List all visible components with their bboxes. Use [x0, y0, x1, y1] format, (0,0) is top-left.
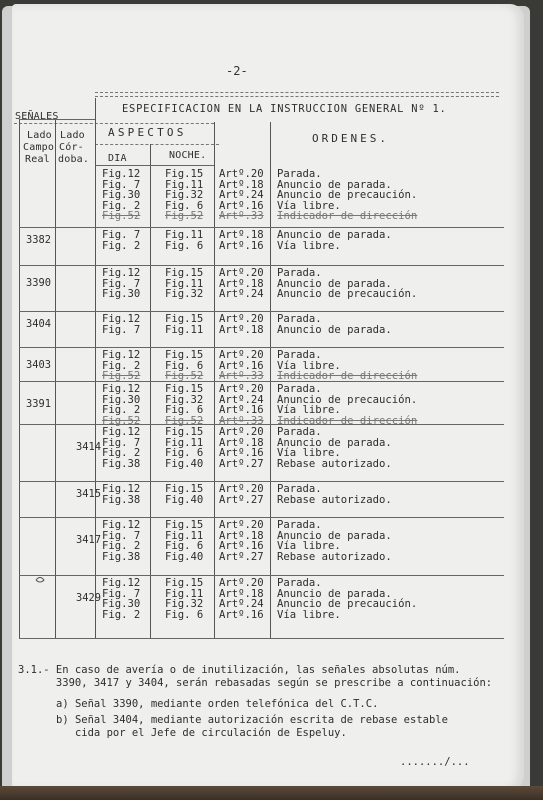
order-text: Parada.	[277, 577, 322, 589]
aspect-day: Fig.30	[102, 288, 141, 301]
article-ref: Artº.18	[219, 529, 264, 542]
table-column-line	[214, 122, 215, 638]
article-ref: Artº.24	[219, 598, 264, 611]
header-campo-real-2: Campo	[23, 142, 55, 153]
aspect-day: Fig.12	[102, 349, 141, 361]
article-ref: Artº.16	[219, 447, 264, 460]
article-ref: Artº.24	[219, 393, 264, 406]
aspect-night: Fig. 6	[165, 199, 204, 212]
article-ref: Artº.33	[219, 414, 264, 427]
signal-number-campo-real: 3382	[26, 233, 52, 246]
article-ref: Artº.16	[219, 359, 264, 372]
note-item-b-line-2: cida por el Jefe de circulación de Espeluy.	[56, 727, 347, 739]
article-ref: Artº.16	[219, 608, 264, 621]
aspect-night: Fig.15	[165, 577, 204, 589]
table-column-line	[270, 122, 271, 638]
aspect-night: Fig.11	[165, 436, 204, 449]
aspect-day: Fig. 2	[102, 239, 141, 252]
table-row-divider	[19, 265, 504, 266]
header-cordoba-1: Lado	[60, 130, 85, 141]
order-text: Vía libre.	[277, 404, 341, 417]
order-text: Rebase autorizado.	[277, 550, 392, 563]
table-row-divider	[19, 575, 504, 576]
header-cordoba-3: doba.	[58, 154, 90, 165]
order-text: Parada.	[277, 483, 322, 495]
article-ref: Artº.20	[219, 349, 264, 361]
aspect-night: Fig.11	[165, 529, 204, 542]
signal-number-campo-real: 3390	[26, 276, 52, 289]
aspect-night: Fig. 6	[165, 404, 204, 417]
aspect-day: Fig.38	[102, 550, 141, 563]
order-text: Rebase autorizado.	[277, 457, 392, 470]
header-senales: SEÑALES	[15, 111, 59, 122]
aspect-day: Fig. 7	[102, 277, 141, 290]
aspect-day: Fig.30	[102, 189, 141, 202]
article-ref: Artº.20	[219, 267, 264, 279]
order-text: Vía libre.	[277, 239, 341, 252]
article-ref: Artº.18	[219, 178, 264, 191]
aspect-day: Fig.52	[102, 210, 141, 223]
article-ref: Artº.18	[219, 587, 264, 600]
aspect-day: Fig.12	[102, 168, 141, 180]
table-row-divider	[19, 424, 504, 425]
order-text: Parada.	[277, 349, 322, 361]
aspect-night: Fig.15	[165, 483, 204, 495]
aspect-day: Fig.12	[102, 519, 141, 531]
order-text: Parada.	[277, 426, 322, 438]
order-text: Vía libre.	[277, 447, 341, 460]
article-ref: Artº.18	[219, 436, 264, 449]
aspect-day: Fig. 2	[102, 359, 141, 372]
aspect-night: Fig.52	[165, 210, 204, 223]
header-campo-real-1: Lado	[27, 130, 52, 141]
article-ref: Artº.16	[219, 239, 264, 252]
table-column-line	[55, 119, 56, 638]
aspect-night: Fig.40	[165, 493, 204, 506]
aspect-day: Fig. 2	[102, 404, 141, 417]
article-ref: Artº.20	[219, 519, 264, 531]
aspect-day: Fig. 7	[102, 323, 141, 336]
article-ref: Artº.27	[219, 550, 264, 563]
article-ref: Artº.33	[219, 210, 264, 223]
article-ref: Artº.16	[219, 199, 264, 212]
header-cordoba-2: Cór-	[59, 142, 84, 153]
aspect-night: Fig.15	[165, 519, 204, 531]
signal-number-campo-real: 3391	[26, 398, 52, 411]
signal-number-cordoba: 3429	[76, 592, 102, 605]
order-text: Indicador de dirección	[277, 414, 418, 427]
aspect-day: Fig. 7	[102, 178, 141, 191]
header-dia: DIA	[108, 153, 127, 164]
table-row-divider	[19, 481, 504, 482]
note-item-a: a) Señal 3390, mediante orden telefónica del C.T.C.	[56, 698, 379, 710]
aspect-night: Fig.15	[165, 383, 204, 395]
header-campo-real-3: Real	[25, 154, 50, 165]
order-text: Indicador de dirección	[277, 210, 418, 223]
article-ref: Artº.20	[219, 383, 264, 395]
header-dash-line	[14, 123, 214, 124]
article-ref: Artº.16	[219, 404, 264, 417]
signal-number-cordoba: 3414	[76, 441, 102, 454]
aspect-day: Fig.38	[102, 493, 141, 506]
aspect-night: Fig.11	[165, 587, 204, 600]
aspect-night: Fig.52	[165, 414, 204, 427]
aspect-night: Fig.52	[165, 370, 204, 383]
order-text: Anuncio de parada.	[277, 323, 392, 336]
order-text: Anuncio de precaución.	[277, 288, 418, 301]
header-dash-line	[95, 96, 499, 97]
table-row-divider	[19, 347, 504, 348]
aspect-day: Fig. 2	[102, 199, 141, 212]
signal-number-cordoba: 3417	[76, 534, 102, 547]
order-text: Vía libre.	[277, 359, 341, 372]
note-line-1: 3.1.- En caso de avería o de inutilización, las señales absolutas núm.	[18, 664, 461, 676]
table-column-line	[150, 144, 151, 638]
table-header-rule	[95, 165, 214, 166]
continuation-mark: ......./...	[400, 756, 470, 768]
article-ref: Artº.33	[219, 370, 264, 383]
order-text: Parada.	[277, 519, 322, 531]
aspect-night: Fig.15	[165, 168, 204, 180]
aspect-day: Fig. 2	[102, 447, 141, 460]
order-text: Anuncio de parada.	[277, 229, 392, 241]
aspect-night: Fig.15	[165, 349, 204, 361]
aspect-night: Fig.40	[165, 457, 204, 470]
aspect-night: Fig.11	[165, 277, 204, 290]
aspect-day: Fig. 7	[102, 229, 141, 241]
order-text: Vía libre.	[277, 199, 341, 212]
article-ref: Artº.20	[219, 577, 264, 589]
aspect-day: Fig. 7	[102, 587, 141, 600]
aspect-night: Fig. 6	[165, 359, 204, 372]
aspect-night: Fig.11	[165, 178, 204, 191]
signal-number-campo-real: 3404	[26, 317, 52, 330]
aspect-night: Fig.32	[165, 288, 204, 301]
aspect-night: Fig. 6	[165, 239, 204, 252]
table-row-divider	[19, 381, 504, 382]
table-column-line	[19, 119, 20, 638]
aspect-day: Fig. 7	[102, 529, 141, 542]
aspect-day: Fig.52	[102, 370, 141, 383]
aspect-night: Fig.11	[165, 229, 204, 241]
article-ref: Artº.24	[219, 288, 264, 301]
table-bottom-rule	[19, 638, 504, 639]
article-ref: Artº.18	[219, 229, 264, 241]
aspect-night: Fig.40	[165, 550, 204, 563]
order-text: Parada.	[277, 267, 322, 279]
signal-number-campo-real: 3403	[26, 358, 52, 371]
order-text: Anuncio de precaución.	[277, 598, 418, 611]
order-text: Indicador de dirección	[277, 370, 418, 383]
aspect-night: Fig.11	[165, 323, 204, 336]
aspect-night: Fig. 6	[165, 540, 204, 553]
aspect-day: Fig.12	[102, 313, 141, 325]
table-row-divider	[19, 517, 504, 518]
note-line-2: 3390, 3417 y 3404, serán rebasadas según se prescribe a continuación:	[18, 677, 493, 689]
header-dash-line	[95, 92, 499, 93]
signal-number-cordoba: 3415	[76, 487, 102, 500]
note-item-b-line-1: b) Señal 3404, mediante autorización escrita de rebase estable	[56, 714, 448, 726]
order-text: Anuncio de parada.	[277, 277, 392, 290]
page-number: -2-	[226, 64, 248, 78]
order-text: Anuncio de parada.	[277, 178, 392, 191]
aspect-day: Fig.30	[102, 393, 141, 406]
article-ref: Artº.20	[219, 426, 264, 438]
aspect-night: Fig. 6	[165, 608, 204, 621]
aspect-day: Fig.12	[102, 383, 141, 395]
order-text: Parada.	[277, 383, 322, 395]
header-ordenes: ORDENES.	[312, 132, 389, 145]
table-title: ESPECIFICACION EN LA INSTRUCCION GENERAL Nº 1.	[122, 103, 447, 115]
article-ref: Artº.20	[219, 313, 264, 325]
order-text: Vía libre.	[277, 608, 341, 621]
aspect-night: Fig.32	[165, 393, 204, 406]
aspect-night: Fig. 6	[165, 447, 204, 460]
aspect-day: Fig.38	[102, 457, 141, 470]
aspect-night: Fig.15	[165, 313, 204, 325]
order-text: Vía libre.	[277, 540, 341, 553]
aspect-day: Fig.52	[102, 414, 141, 427]
handwritten-mark	[35, 576, 45, 584]
order-text: Anuncio de parada.	[277, 529, 392, 542]
aspect-night: Fig.32	[165, 189, 204, 202]
article-ref: Artº.24	[219, 189, 264, 202]
article-ref: Artº.20	[219, 168, 264, 180]
header-aspectos: ASPECTOS	[108, 126, 187, 139]
aspect-night: Fig.15	[165, 426, 204, 438]
table-column-line	[95, 98, 96, 638]
order-text: Parada.	[277, 168, 322, 180]
document-page	[12, 4, 524, 790]
table-row-divider	[19, 227, 504, 228]
aspect-day: Fig.12	[102, 577, 141, 589]
header-dash-line	[95, 144, 219, 145]
aspect-day: Fig.12	[102, 267, 141, 279]
aspect-day: Fig.12	[102, 426, 141, 438]
article-ref: Artº.18	[219, 323, 264, 336]
aspect-day: Fig. 2	[102, 608, 141, 621]
article-ref: Artº.18	[219, 277, 264, 290]
table-edge	[0, 786, 543, 800]
order-text: Parada.	[277, 313, 322, 325]
article-ref: Artº.27	[219, 457, 264, 470]
order-text: Anuncio de parada.	[277, 436, 392, 449]
aspect-day: Fig. 2	[102, 540, 141, 553]
aspect-night: Fig.15	[165, 267, 204, 279]
order-text: Rebase autorizado.	[277, 493, 392, 506]
table-top-rule	[19, 119, 95, 120]
aspect-day: Fig. 7	[102, 436, 141, 449]
aspect-day: Fig.30	[102, 598, 141, 611]
order-text: Anuncio de precaución.	[277, 189, 418, 202]
aspect-night: Fig.32	[165, 598, 204, 611]
order-text: Anuncio de parada.	[277, 587, 392, 600]
aspect-day: Fig.12	[102, 483, 141, 495]
header-noche: NOCHE.	[169, 150, 207, 161]
order-text: Anuncio de precaución.	[277, 393, 418, 406]
table-row-divider	[19, 311, 504, 312]
article-ref: Artº.27	[219, 493, 264, 506]
article-ref: Artº.20	[219, 483, 264, 495]
article-ref: Artº.16	[219, 540, 264, 553]
